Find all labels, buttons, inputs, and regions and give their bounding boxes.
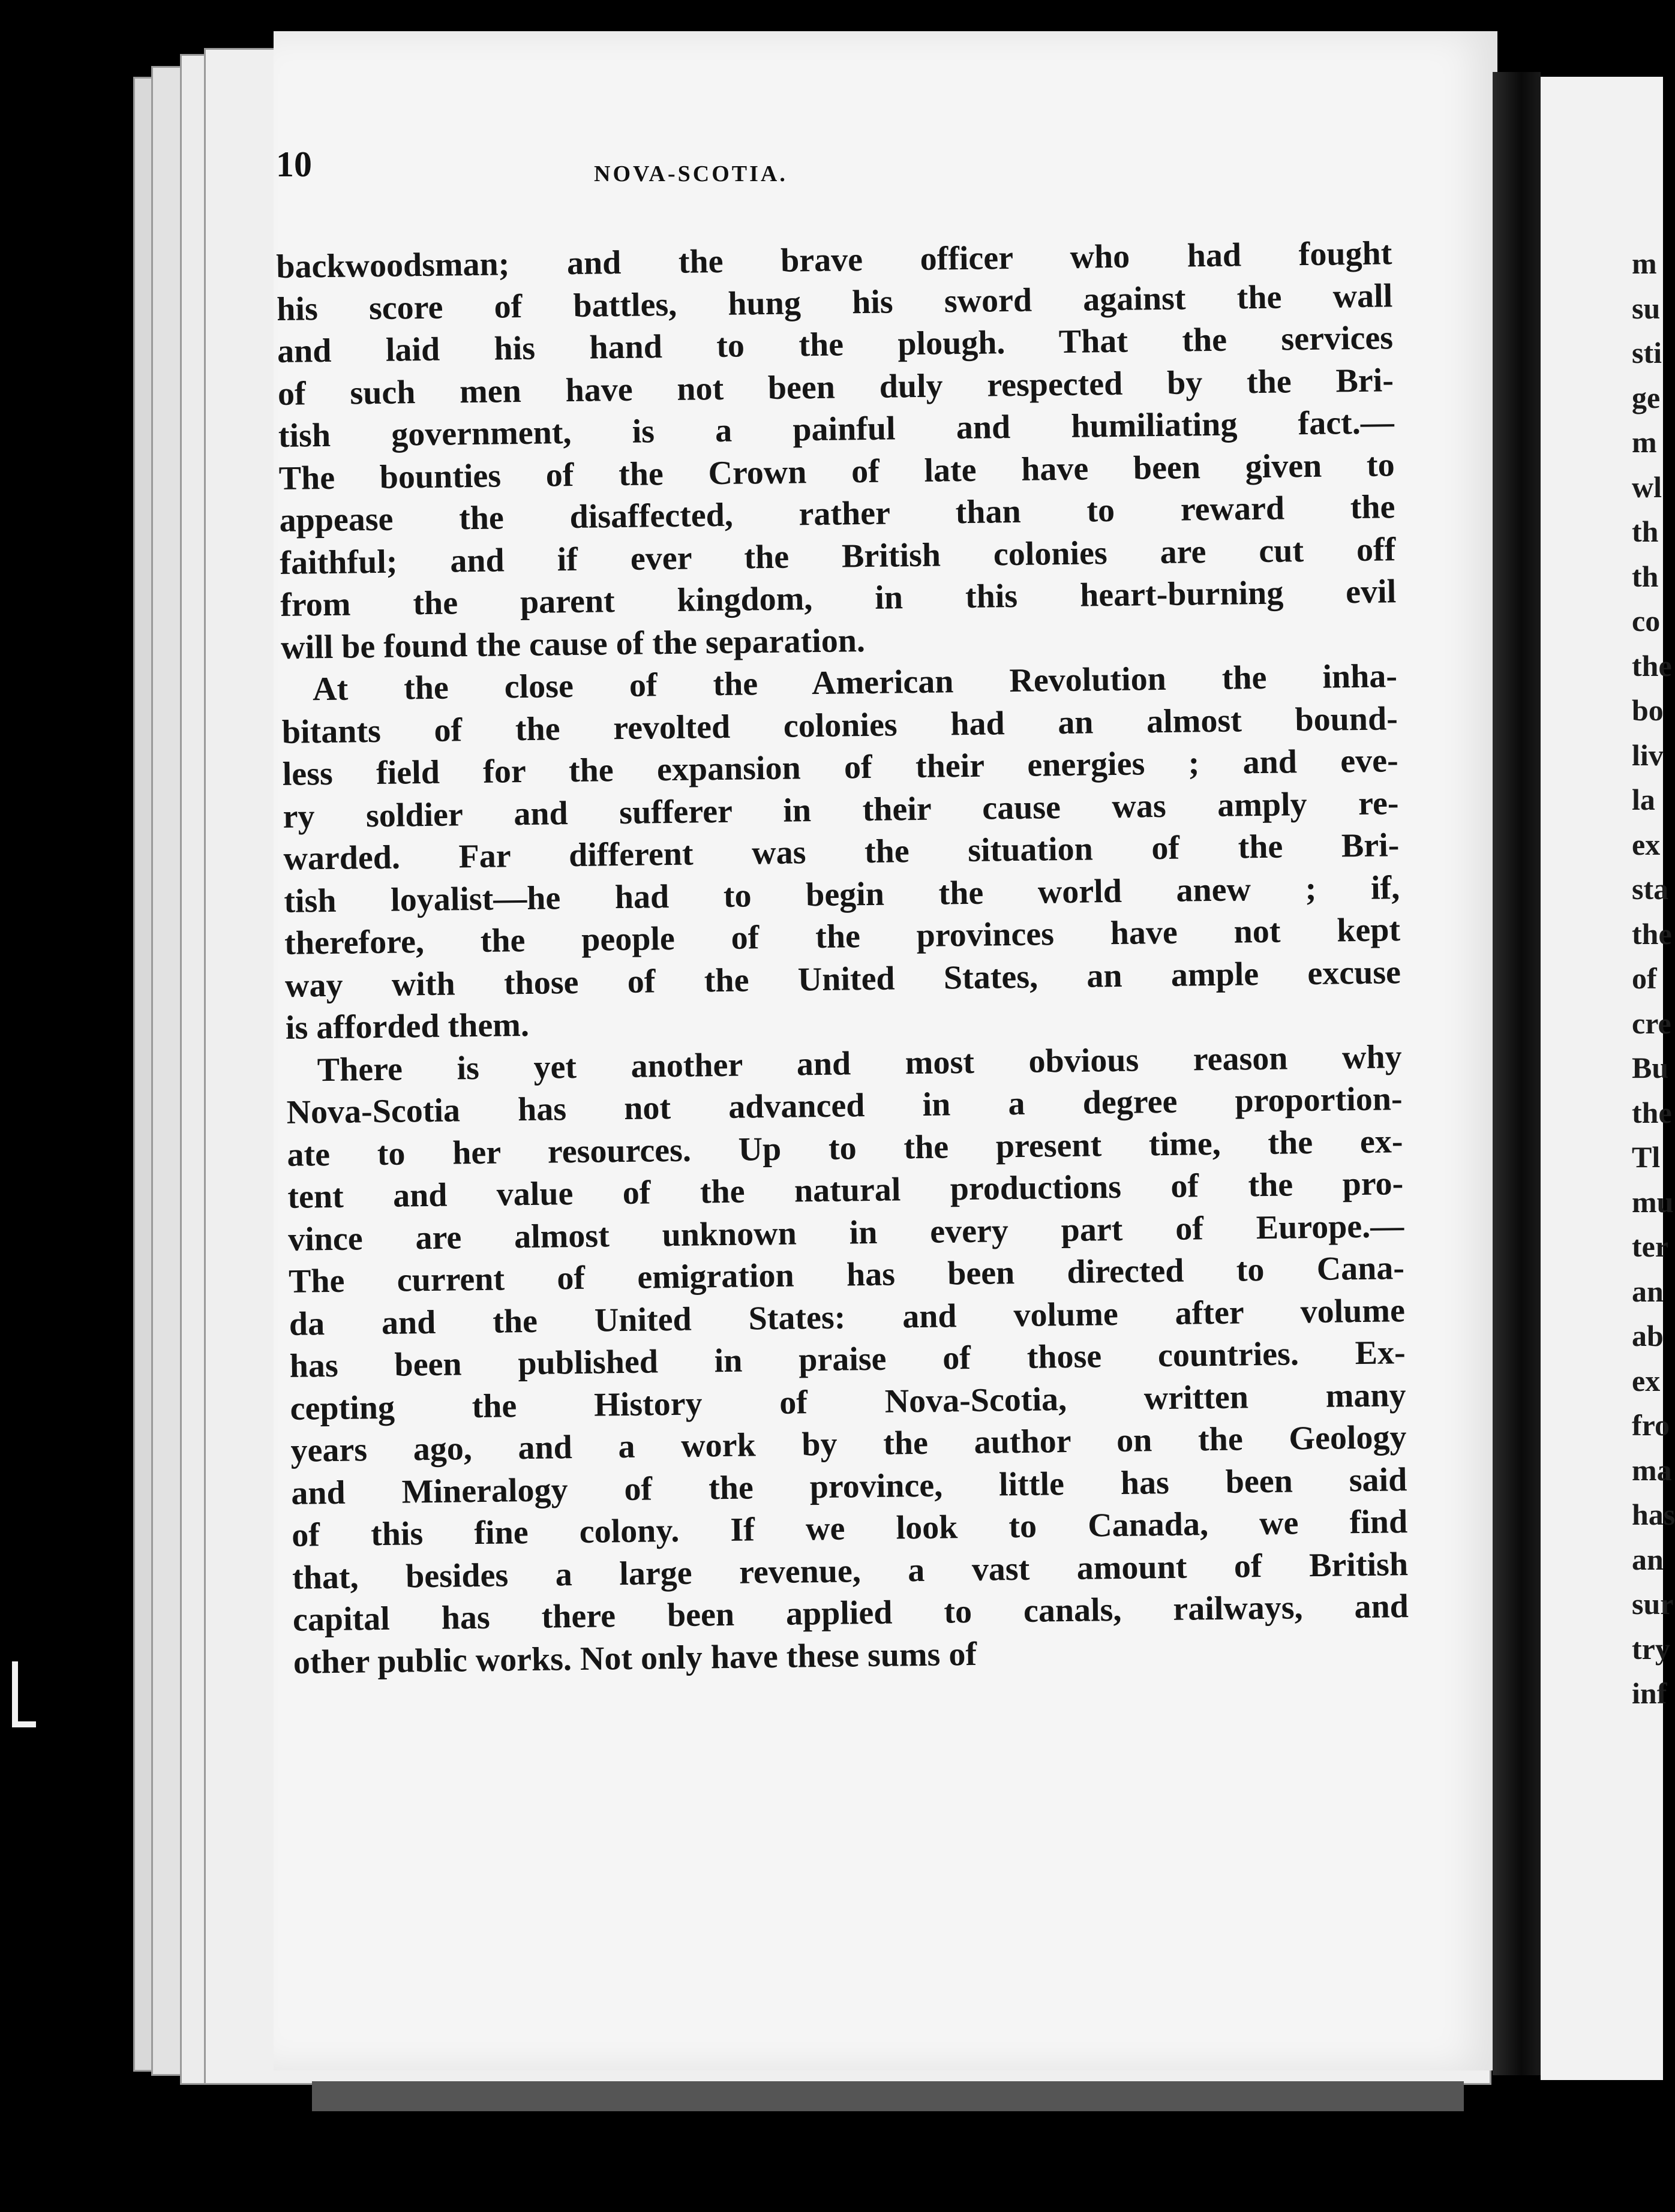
text-line: capital has there been applied to canals, railways, and xyxy=(292,1588,1409,1639)
facing-page-fragment: sti xyxy=(1632,336,1662,369)
text-line: years ago, and a work by the author on the Geology xyxy=(290,1418,1407,1469)
facing-page xyxy=(1541,77,1675,2080)
text-line: tent and value of the natural productions of the pro- xyxy=(287,1165,1404,1216)
book-bottom-edge xyxy=(312,2081,1464,2111)
facing-page-fragment: the xyxy=(1632,916,1672,951)
text-line: his score of battles, hung his sword against the wall xyxy=(276,276,1393,328)
text-line: of this fine colony. If we look to Canada, we find xyxy=(291,1503,1408,1554)
facing-page-fragment: m xyxy=(1632,425,1657,459)
facing-page-speck xyxy=(1541,77,1553,83)
facing-page-fragment: ma xyxy=(1632,1453,1672,1487)
text-line: therefore, the people of the provinces have not kept xyxy=(284,911,1401,962)
facing-page-fragment: ge xyxy=(1632,380,1661,414)
facing-page-fragment: an xyxy=(1632,1542,1664,1576)
facing-page-fragment: th xyxy=(1632,559,1659,593)
text-line: warded. Far different was the situation of the Bri- xyxy=(283,827,1400,877)
facing-page-fragment: su xyxy=(1632,291,1661,325)
text-line: The current of emigration has been directed to Cana- xyxy=(288,1249,1405,1300)
text-line: of such men have not been duly respected by the Bri- xyxy=(277,361,1394,413)
facing-page-fragment: Bu xyxy=(1632,1051,1669,1084)
facing-page-fragment: la xyxy=(1632,783,1655,816)
text-line: ry soldier and sufferer in their cause was amply re- xyxy=(283,784,1399,835)
facing-page-fragment: Tl xyxy=(1632,1140,1661,1174)
text-line: appease the disaffected, rather than to reward the xyxy=(279,488,1395,539)
text-line: Nova-Scotia has not advanced in a degree proportion- xyxy=(286,1080,1403,1131)
facing-page-fragment: m xyxy=(1632,247,1657,280)
text-line: da and the United States: and volume after volume xyxy=(289,1291,1406,1343)
text-line: will be found the cause of the separation. xyxy=(280,621,866,666)
facing-page-fragment: co xyxy=(1632,604,1661,638)
text-line: vince are almost unknown in every part of Europe.— xyxy=(287,1207,1404,1258)
text-line: other public works. Not only have these sums of xyxy=(293,1635,977,1681)
facing-page-fragment: inf xyxy=(1632,1676,1667,1710)
text-line: less field for the expansion of their energies ; and eve- xyxy=(282,742,1399,793)
text-line: There is yet another and most obvious reason why xyxy=(317,1038,1403,1089)
facing-page-fragment: bo xyxy=(1632,693,1664,727)
facing-page-fragment: an xyxy=(1632,1274,1664,1308)
running-head: NOVA-SCOTIA. xyxy=(594,161,788,187)
text-line: ate to her resources. Up to the present time, the ex- xyxy=(287,1122,1403,1174)
text-line: At the close of the American Revolution the inha- xyxy=(312,657,1398,708)
text-line: faithful; and if ever the British colonies are cut off xyxy=(280,530,1396,582)
text-line: backwoodsman; and the brave officer who had fought xyxy=(276,235,1392,285)
facing-page-fragment: cre xyxy=(1632,1006,1671,1040)
facing-page-fragment: fro xyxy=(1632,1408,1670,1442)
facing-page-fragment: of xyxy=(1632,961,1657,995)
text-line: The bounties of the Crown of late have been given to xyxy=(278,446,1395,497)
facing-page-fragment: ter xyxy=(1632,1230,1669,1263)
text-line: way with those of the United States, an ample excuse xyxy=(284,953,1401,1005)
text-line: cepting the History of Nova-Scotia, written many xyxy=(290,1376,1406,1427)
text-line: tish government, is a painful and humiliating fact.— xyxy=(278,404,1395,455)
scan-margin-mark xyxy=(12,1661,36,1727)
facing-page-fragment: has xyxy=(1632,1498,1675,1531)
text-line: is afforded them. xyxy=(285,1006,530,1047)
text-line: tish loyalist—he had to begin the world anew ; if, xyxy=(283,868,1400,920)
facing-page-fragment: sur xyxy=(1632,1587,1674,1621)
text-line: has been published in praise of those countries. Ex- xyxy=(289,1334,1406,1385)
text-line: that, besides a large revenue, a vast amount of British xyxy=(292,1545,1409,1597)
facing-page-fragment: mu xyxy=(1632,1185,1674,1219)
book-gutter-shadow xyxy=(1493,72,1541,2075)
page-number: 10 xyxy=(276,145,312,184)
text-line: bitants of the revolted colonies had an almost bound- xyxy=(281,699,1398,751)
body-text xyxy=(276,232,1409,1684)
facing-page-fragment: wl xyxy=(1632,470,1662,504)
facing-page-fragment: liv xyxy=(1632,738,1664,772)
facing-page-fragment: the xyxy=(1632,1095,1672,1129)
text-line: from the parent kingdom, in this heart-burning evil xyxy=(280,573,1397,624)
facing-page-fragment: ex xyxy=(1632,1363,1661,1397)
facing-page-fragment: the xyxy=(1632,648,1672,683)
facing-page-fragment: th xyxy=(1632,515,1659,548)
facing-page-fragment: ex xyxy=(1632,827,1661,861)
facing-page-fragment: try xyxy=(1632,1631,1670,1666)
text-line: and Mineralogy of the province, little has been said xyxy=(291,1460,1407,1512)
facing-page-fragment: ab xyxy=(1632,1319,1664,1353)
text-line: and laid his hand to the plough. That the services xyxy=(277,319,1394,370)
facing-page-fragment: sta xyxy=(1632,872,1669,906)
